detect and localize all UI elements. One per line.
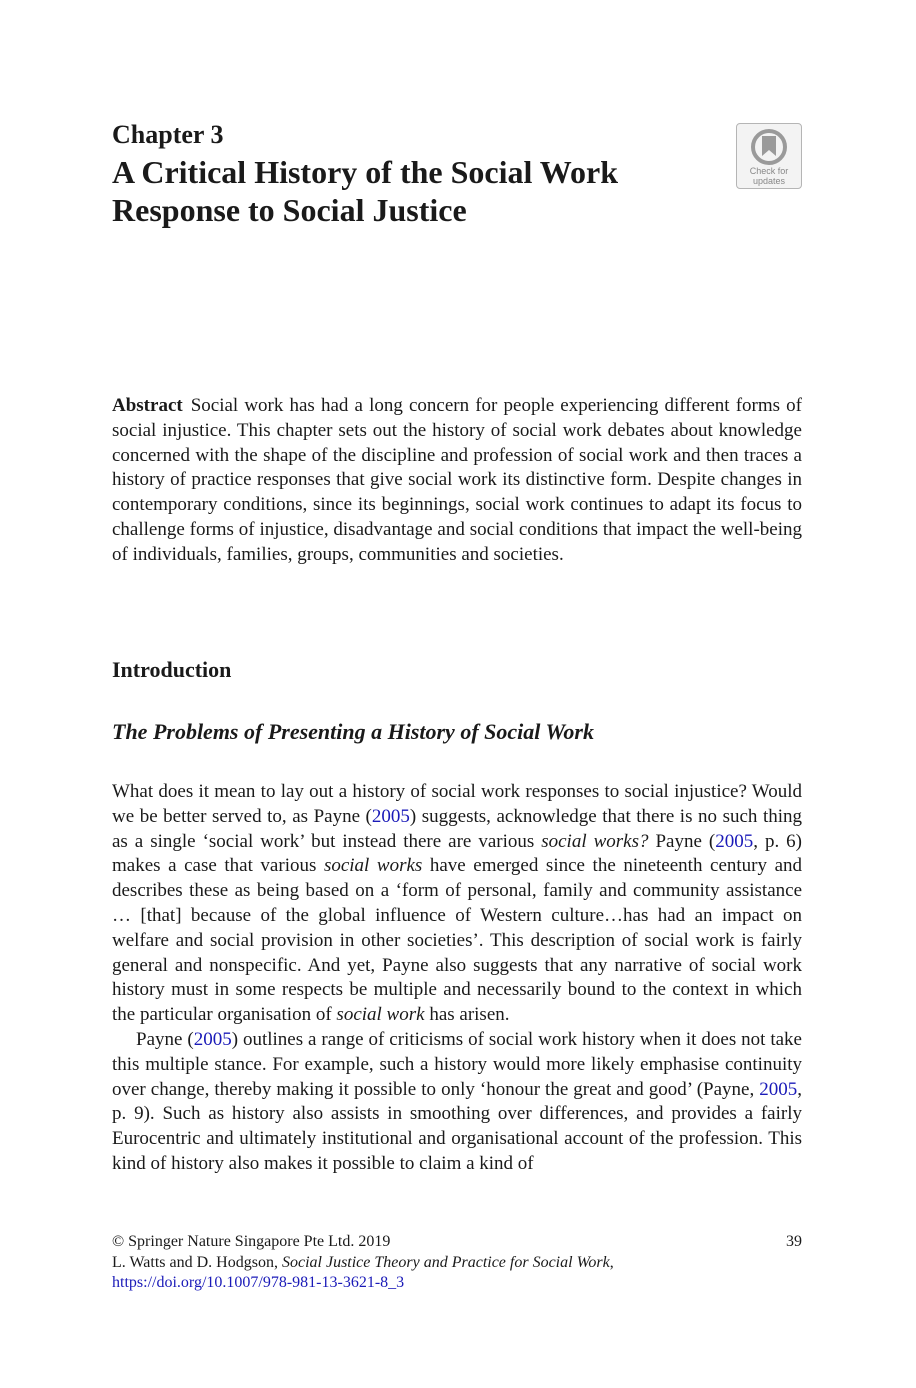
text: , p. 9). Such as history also assists in smoothing over differences, and provides a fairly Eurocentric and ultimately institutional and organisational account of the profession. This kind of history also makes it possible to claim a kind of <box>112 1078 802 1174</box>
abstract-text: Social work has had a long concern for people experiencing different forms of social injustice. This chapter sets out the history of social work debates about knowledge concerned with the shape of the discipline and profession of social work and then traces a history of practice responses that give social work its distinctive form. Despite changes in contemporary conditions, since its beginnings, social work continues to adapt its focus to challenge forms of injustice, disadvantage and social conditions that impact the well-being of individuals, families, groups, communities and societies. <box>112 395 802 565</box>
chapter-label: Chapter 3 <box>112 120 224 149</box>
citation-link[interactable]: 2005 <box>759 1078 798 1100</box>
text: ) outlines a range of criticisms of social work history when it does not take this multiple stance. For example, such a history would more likely emphasise continuity over change, thereby making it possible to only ‘honour the great and good’ (Payne, <box>112 1028 802 1100</box>
citation-link[interactable]: 2005 <box>193 1028 232 1050</box>
doi-link[interactable]: https://doi.org/10.1007/978-981-13-3621-8_3 <box>112 1274 405 1291</box>
page-footer <box>112 1232 802 1294</box>
citation <box>112 1253 802 1274</box>
paragraph-2 <box>112 1028 802 1177</box>
badge-line2: updates <box>752 176 786 186</box>
paragraph-1 <box>112 780 802 1028</box>
abstract-label: Abstract <box>112 395 183 416</box>
text: has arisen. <box>424 1004 510 1026</box>
bookmark-circle-icon <box>750 128 788 166</box>
text: Payne ( <box>648 830 716 852</box>
text: ) suggests, acknowledge that there is no such thing as a single ‘social work’ but instead there are various <box>112 805 802 852</box>
emphasis: social work <box>336 1004 425 1026</box>
citation-link[interactable]: 2005 <box>371 805 410 827</box>
check-for-updates-badge[interactable] <box>736 123 802 189</box>
body-text <box>112 780 802 1177</box>
page-number: 39 <box>786 1233 802 1250</box>
citation-authors: L. Watts and D. Hodgson, <box>112 1253 282 1271</box>
text: What does it mean to lay out a history of social work responses to social injustice? Would we be better served to, as Payne ( <box>112 781 802 827</box>
text: Payne ( <box>136 1028 194 1050</box>
abstract <box>112 394 802 568</box>
chapter-title: A Critical History of the Social Work Response to Social Justice <box>112 154 619 228</box>
text: have emerged since the nineteenth century and describes these as being based on a ‘form of personal, family and community assistance … [that] because of the global influence of Western culture…has had an impact on welfare and social provision in other societies’. This description of social work is fairly general and nonspecific. And yet, Payne also suggests that any narrative of social work history must in some respects be multiple and necessarily bound to the context in which the particular organisation of <box>112 855 802 1026</box>
section-heading: Introduction <box>112 657 232 682</box>
text: , p. 6) makes a case that various <box>112 830 803 877</box>
copyright: © Springer Nature Singapore Pte Ltd. 2019 <box>112 1233 391 1250</box>
citation-link[interactable]: 2005 <box>715 830 754 852</box>
emphasis: social works <box>323 855 423 877</box>
subsection-heading: The Problems of Presenting a History of Social Work <box>112 719 594 744</box>
badge-line1: Check for <box>749 166 789 176</box>
emphasis: social works? <box>541 830 649 852</box>
citation-book-title: Social Justice Theory and Practice for Social Work <box>281 1253 610 1271</box>
text: , <box>609 1253 614 1271</box>
